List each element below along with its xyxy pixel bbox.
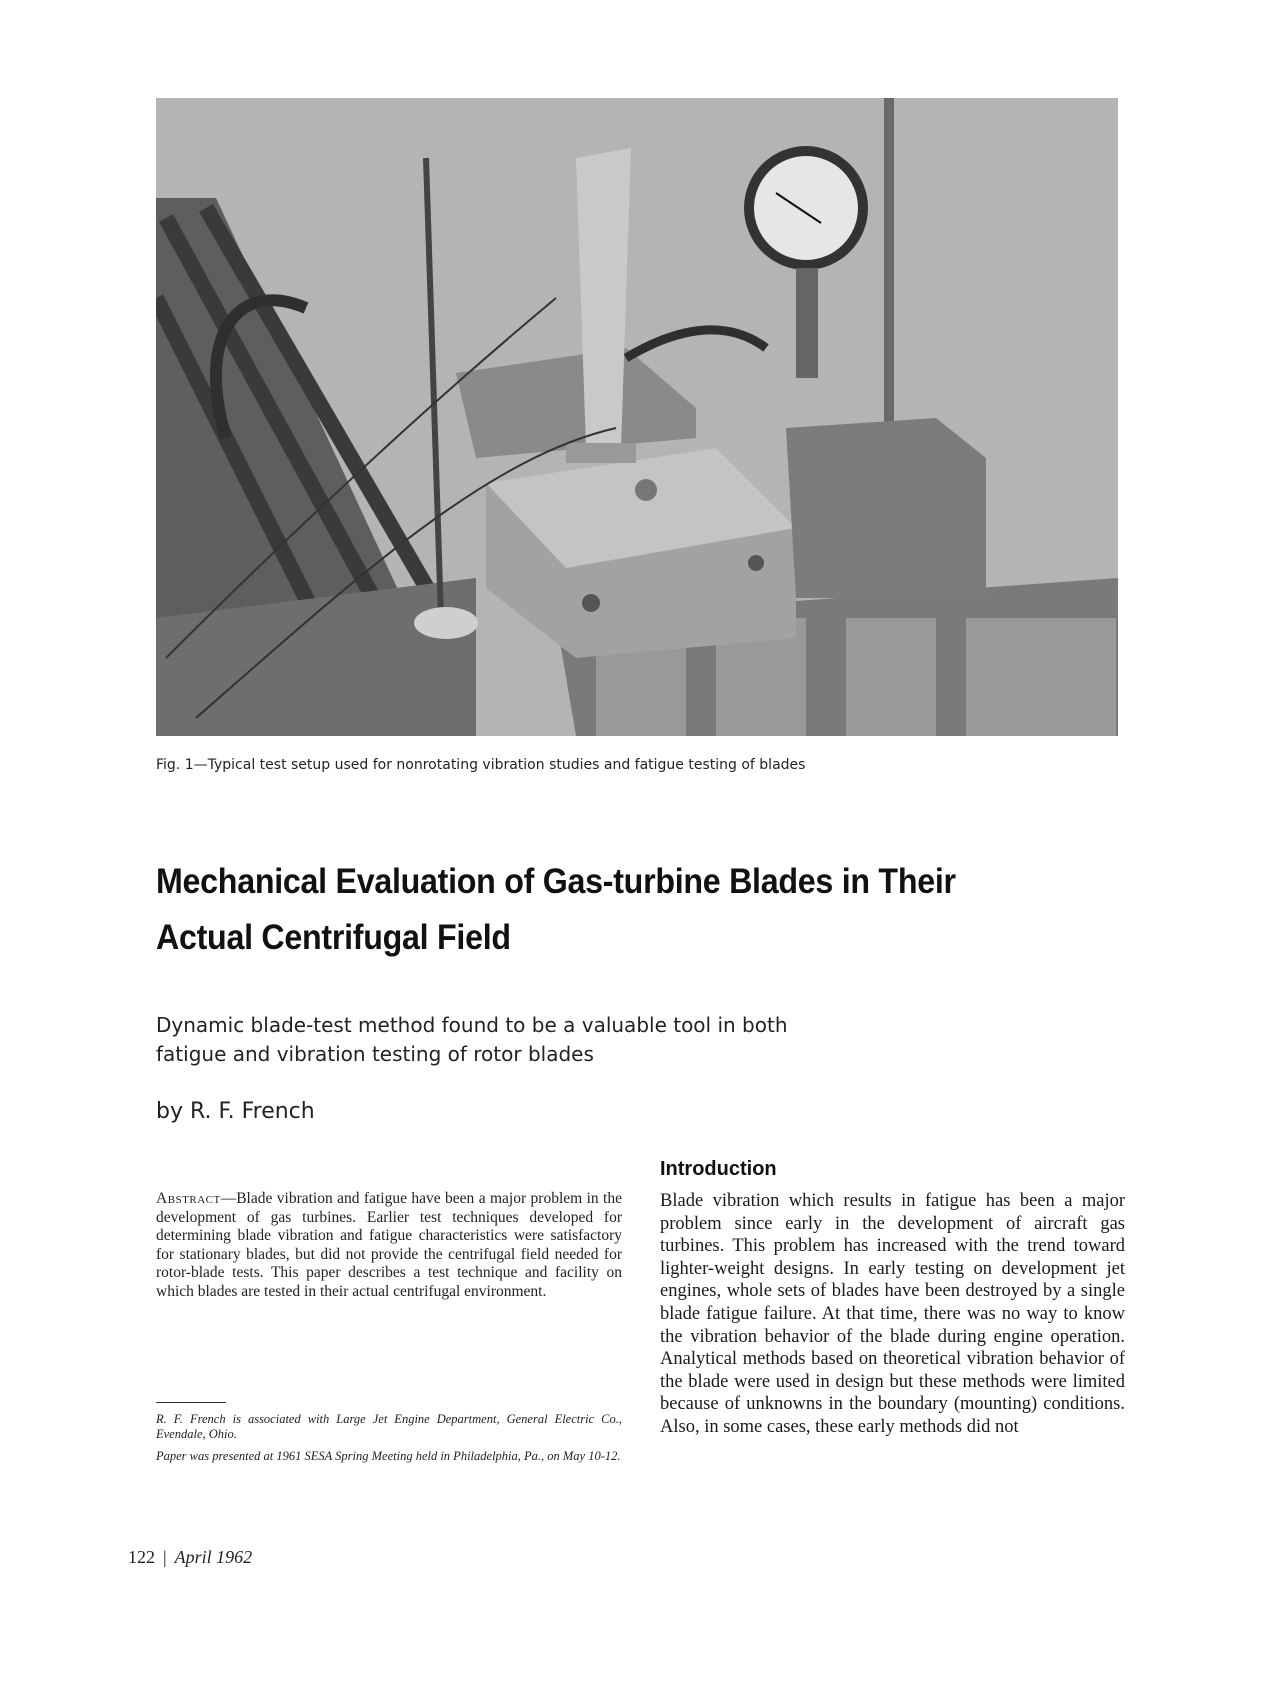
footnotes bbox=[156, 1412, 622, 1471]
footnote-meeting: Paper was presented at 1961 SESA Spring Meeting held in Philadelphia, Pa., on May 10-12. bbox=[156, 1449, 621, 1463]
footer-separator: | bbox=[163, 1547, 167, 1567]
abstract-text: —Blade vibration and fatigue have been a major problem in the development of gas turbines. Earlier test techniques developed for determining blade vibration and fatigue characteristics were satisfactory for stationary blades, but did not provide the centrifugal field needed for rotor-blade tests. This paper describes a test technique and facility on which blades are tested in their actual centrifugal environment. bbox=[156, 1190, 622, 1300]
introduction-text: Blade vibration which results in fatigue has been a major problem since early in the development of aircraft gas turbines. This problem has increased with the trend toward lighter-weight designs. In early testing on development jet engines, whole sets of blades have been destroyed by a single blade fatigue failure. At that time, there was no way to know the vibration behavior of the blade during engine operation. Analytical methods based on theoretical vibration behavior of the blade were used in design but these methods were limited because of unknowns in the boundary (mounting) conditions. Also, in some cases, these early methods did not bbox=[660, 1191, 1125, 1437]
figure-1-photo bbox=[156, 98, 1118, 736]
abstract bbox=[156, 1190, 622, 1301]
figure-caption: Fig. 1—Typical test setup used for nonrotating vibration studies and fatigue testing of blades bbox=[156, 757, 806, 773]
footnote-divider bbox=[156, 1402, 226, 1403]
page-number: 122 bbox=[128, 1547, 155, 1567]
article-byline: by R. F. French bbox=[156, 1099, 315, 1124]
abstract-label: Abstract bbox=[156, 1190, 221, 1207]
introduction-heading: Introduction bbox=[660, 1158, 777, 1180]
page-footer bbox=[128, 1547, 252, 1568]
article-subtitle: Dynamic blade-test method found to be a valuable tool in both fatigue and vibration testing of rotor blades bbox=[156, 1013, 788, 1066]
footnote-author: R. F. French is associated with Large Jet Engine Department, General Electric Co., Evendale, Ohio. bbox=[156, 1412, 622, 1441]
issue-date: April 1962 bbox=[174, 1547, 253, 1567]
test-setup-photo bbox=[156, 98, 1118, 736]
article-title: Mechanical Evaluation of Gas-turbine Blades in Their Actual Centrifugal Field bbox=[156, 862, 956, 957]
